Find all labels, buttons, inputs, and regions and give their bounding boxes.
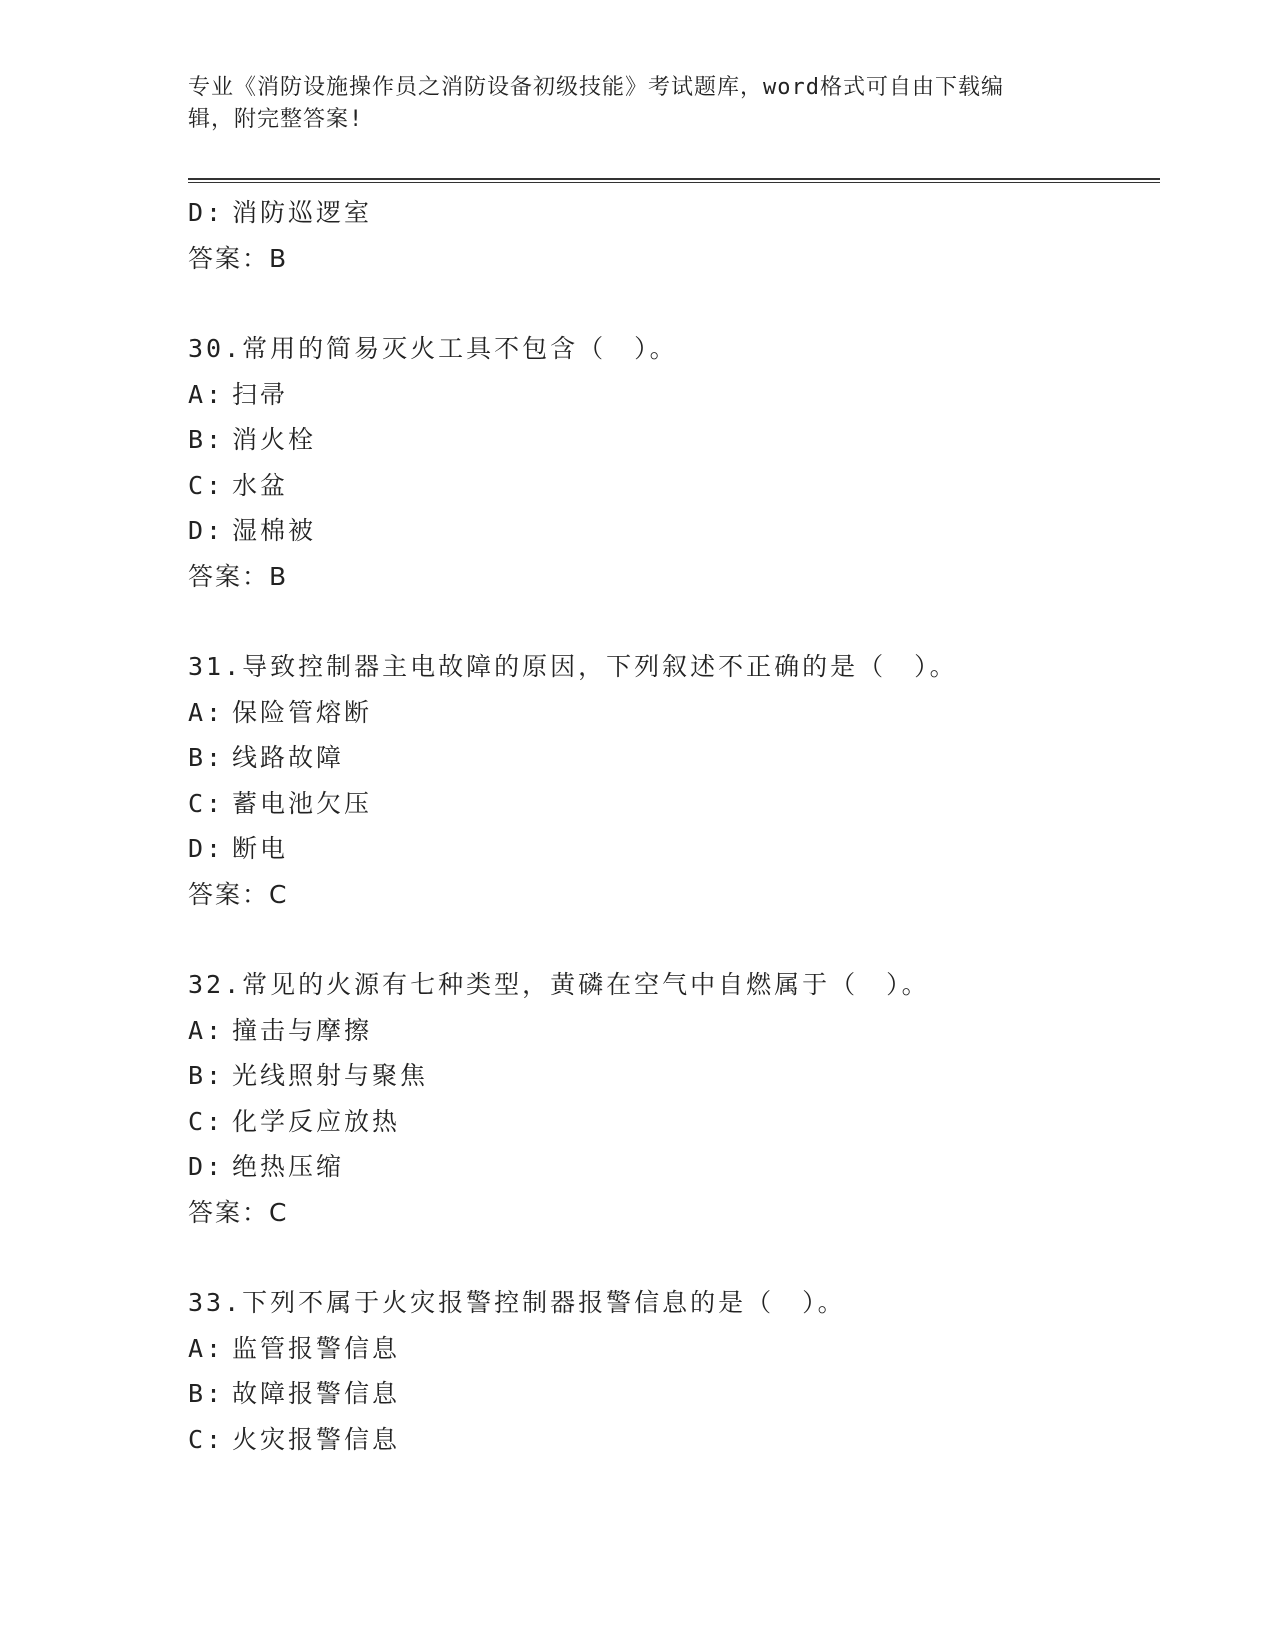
question-list	[188, 190, 1148, 1462]
question-stem: 30.常用的简易灭火工具不包含（ ）。	[188, 334, 678, 363]
option-text: 蓄电池欠压	[232, 788, 373, 818]
option-text: 线路故障	[232, 743, 345, 772]
option-a	[188, 1326, 1148, 1372]
option-letter: A:	[188, 379, 225, 409]
option-text: 绝热压缩	[232, 1152, 345, 1181]
option-letter: B:	[188, 743, 225, 772]
option-letter: C:	[188, 1106, 225, 1136]
question-gap	[188, 917, 1148, 962]
option-letter: A:	[188, 697, 225, 727]
option-text: 火灾报警信息	[232, 1424, 401, 1454]
option-b	[188, 417, 1148, 463]
option-c	[188, 463, 1148, 509]
option-letter: D:	[188, 834, 225, 863]
option-text: 光线照射与聚焦	[232, 1061, 429, 1090]
option-d	[188, 1144, 1148, 1190]
option-letter: D:	[188, 198, 225, 227]
header-line-2: 辑，附完整答案!	[188, 107, 364, 132]
option-letter: D:	[188, 1152, 225, 1181]
answer-line: 答案：C	[188, 879, 289, 909]
option-letter: B:	[188, 425, 225, 454]
option-text: 断电	[232, 834, 289, 863]
option-letter: A:	[188, 1015, 225, 1045]
option-a	[188, 1008, 1148, 1054]
question-stem: 33.下列不属于火灾报警控制器报警信息的是（ ）。	[188, 1288, 846, 1317]
option-d	[188, 826, 1148, 872]
header-divider	[188, 178, 1160, 183]
option-b	[188, 1371, 1148, 1417]
option-b	[188, 735, 1148, 781]
option-a	[188, 372, 1148, 418]
option-letter: D:	[188, 516, 225, 545]
option-text: 监管报警信息	[232, 1333, 401, 1363]
option-letter: C:	[188, 470, 225, 500]
option-c	[188, 1417, 1148, 1463]
option-text: 湿棉被	[232, 516, 317, 545]
option-a	[188, 690, 1148, 736]
option-text: 保险管熔断	[232, 697, 373, 727]
option-text: 化学反应放热	[232, 1106, 401, 1136]
option-letter: B:	[188, 1061, 225, 1090]
option-letter: C:	[188, 1424, 225, 1454]
option-b	[188, 1053, 1148, 1099]
option-c	[188, 781, 1148, 827]
question-stem: 32.常见的火源有七种类型，黄磷在空气中自燃属于（ ）。	[188, 970, 930, 999]
option-c	[188, 1099, 1148, 1145]
answer-line: 答案：B	[188, 243, 289, 273]
question-gap	[188, 599, 1148, 644]
question-stem: 31.导致控制器主电故障的原因，下列叙述不正确的是（ ）。	[188, 652, 958, 681]
question-gap	[188, 1235, 1148, 1280]
option-letter: A:	[188, 1333, 225, 1363]
option-text: 故障报警信息	[232, 1379, 401, 1408]
option-text: 水盆	[232, 470, 289, 500]
document-header	[188, 72, 1068, 136]
option-letter: B:	[188, 1379, 225, 1408]
option-d	[188, 190, 1148, 236]
option-text: 扫帚	[232, 379, 289, 409]
option-d	[188, 508, 1148, 554]
option-text: 撞击与摩擦	[232, 1015, 373, 1045]
answer-line: 答案：B	[188, 561, 289, 591]
header-line-1: 专业《消防设施操作员之消防设备初级技能》考试题库，word格式可自由下载编	[188, 75, 1004, 100]
option-letter: C:	[188, 788, 225, 818]
option-text: 消火栓	[232, 425, 317, 454]
question-gap	[188, 281, 1148, 326]
option-text: 消防巡逻室	[232, 198, 373, 227]
answer-line: 答案：C	[188, 1197, 289, 1227]
